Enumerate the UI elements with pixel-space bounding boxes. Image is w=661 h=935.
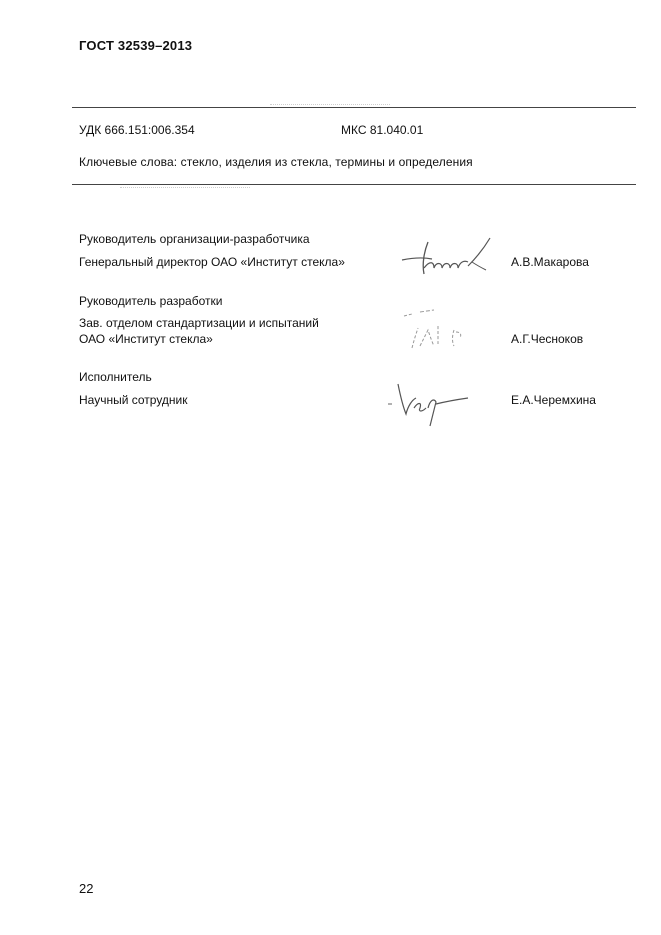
position-researcher: Научный сотрудник bbox=[79, 393, 188, 407]
signature-makarova bbox=[398, 232, 498, 280]
page-number: 22 bbox=[79, 881, 94, 896]
role-heading-development-lead: Руководитель разработки bbox=[79, 294, 223, 308]
position-general-director: Генеральный директор ОАО «Институт стекла» bbox=[79, 255, 345, 269]
faint-scan-mark bbox=[270, 104, 390, 105]
signature-cheremkhina bbox=[384, 380, 476, 430]
top-divider bbox=[72, 107, 636, 108]
role-heading-executor: Исполнитель bbox=[79, 370, 152, 384]
name-makarova: А.В.Макарова bbox=[511, 255, 589, 269]
role-heading-developer-org: Руководитель организации-разработчика bbox=[79, 232, 310, 246]
standard-code: ГОСТ 32539–2013 bbox=[79, 38, 193, 53]
signature-chesnokov bbox=[398, 304, 478, 356]
name-cheremkhina: Е.А.Черемхина bbox=[511, 393, 596, 407]
mks-code: МКС 81.040.01 bbox=[341, 123, 424, 137]
position-head-of-standardization: Зав. отделом стандартизации и испытаний bbox=[79, 316, 319, 330]
bottom-divider bbox=[72, 184, 636, 185]
udk-code: УДК 666.151:006.354 bbox=[79, 123, 195, 137]
position-institute: ОАО «Институт стекла» bbox=[79, 332, 213, 346]
faint-scan-mark bbox=[120, 187, 250, 188]
name-chesnokov: А.Г.Чесноков bbox=[511, 332, 584, 346]
keywords-line: Ключевые слова: стекло, изделия из стекла, термины и определения bbox=[79, 155, 473, 169]
